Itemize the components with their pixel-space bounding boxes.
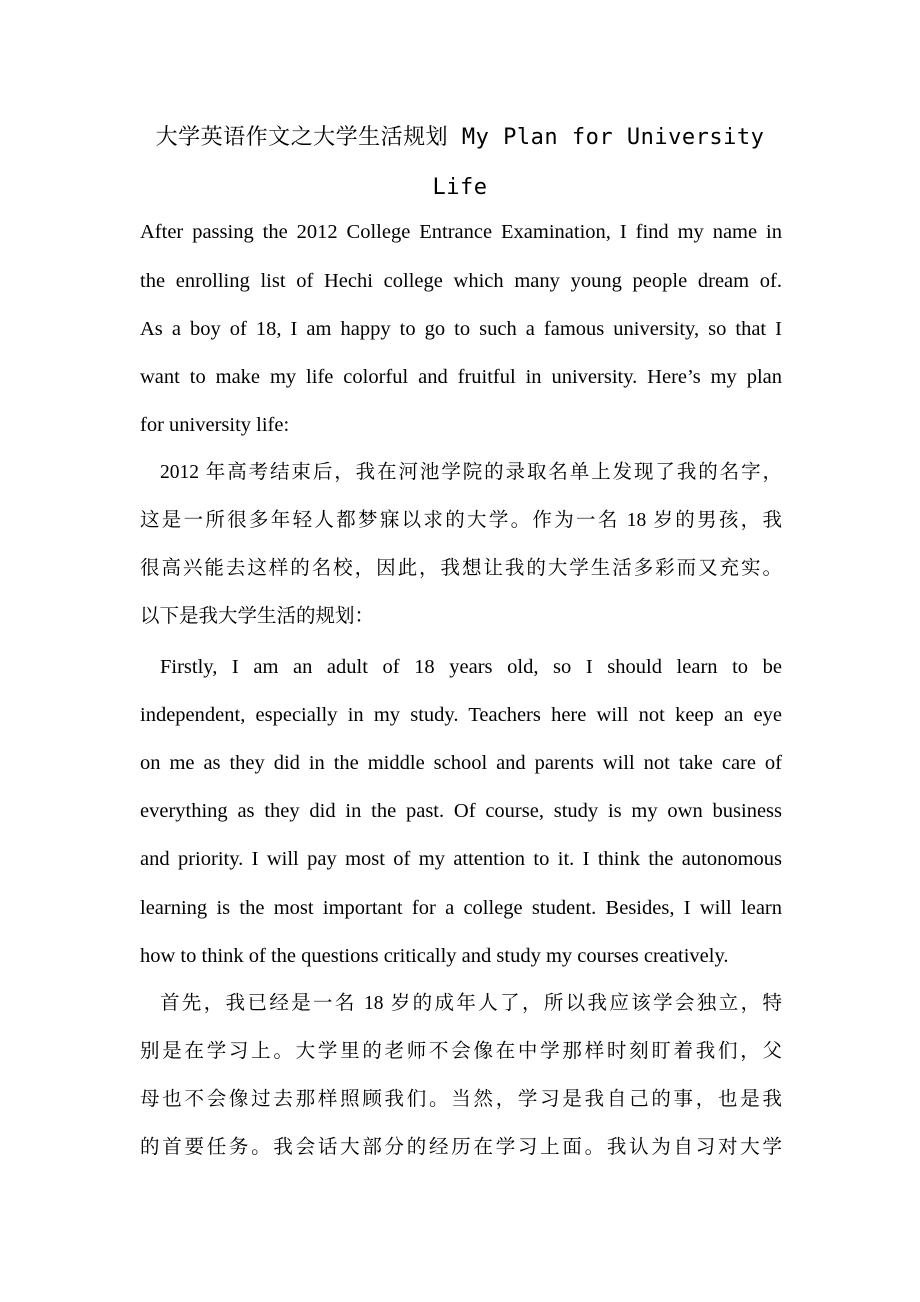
paragraph-line: 这是一所很多年轻人都梦寐以求的大学。作为一名 18 岁的男孩，我 — [140, 510, 782, 531]
paragraph-line: 2012 年高考结束后，我在河池学院的录取名单上发现了我的名字， — [160, 462, 782, 483]
document-title-line-2: Life — [432, 175, 488, 200]
paragraph-line: how to think of the questions critically and study my courses creatively. — [140, 945, 729, 967]
paragraph-line: 母也不会像过去那样照顾我们。当然，学习是我自己的事，也是我 — [140, 1089, 782, 1110]
paragraph-line: independent, especially in my study. Teachers here will not keep an eye — [140, 704, 782, 726]
paragraph-line: on me as they did in the middle school and parents will not take care of — [140, 752, 782, 774]
paragraph-line: After passing the 2012 College Entrance Examination, I find my name in — [140, 221, 782, 243]
paragraph-line: for university life: — [140, 414, 290, 436]
paragraph-line: 别是在学习上。大学里的老师不会像在中学那样时刻盯着我们，父 — [140, 1041, 782, 1062]
document-title-line-1: 大学英语作文之大学生活规划 My Plan for University — [155, 125, 765, 150]
paragraph-line: As a boy of 18, I am happy to go to such a famous university, so that I — [140, 318, 782, 340]
paragraph-line: everything as they did in the past. Of course, study is my own business — [140, 800, 782, 822]
paragraph-line: learning is the most important for a college student. Besides, I will learn — [140, 897, 782, 919]
paragraph-line: 很高兴能去这样的名校，因此，我想让我的大学生活多彩而又充实。 — [140, 558, 782, 579]
paragraph-line: Firstly, I am an adult of 18 years old, so I should learn to be — [160, 656, 782, 678]
paragraph-line: 首先，我已经是一名 18 岁的成年人了，所以我应该学会独立，特 — [160, 993, 782, 1014]
paragraph-line: 以下是我大学生活的规划： — [140, 606, 375, 627]
paragraph-line: the enrolling list of Hechi college which many young people dream of. — [140, 270, 782, 292]
paragraph-line: want to make my life colorful and fruitful in university. Here’s my plan — [140, 366, 782, 388]
paragraph-line: 的首要任务。我会话大部分的经历在学习上面。我认为自习对大学 — [140, 1137, 782, 1158]
paragraph-line: and priority. I will pay most of my attention to it. I think the autonomous — [140, 848, 782, 870]
